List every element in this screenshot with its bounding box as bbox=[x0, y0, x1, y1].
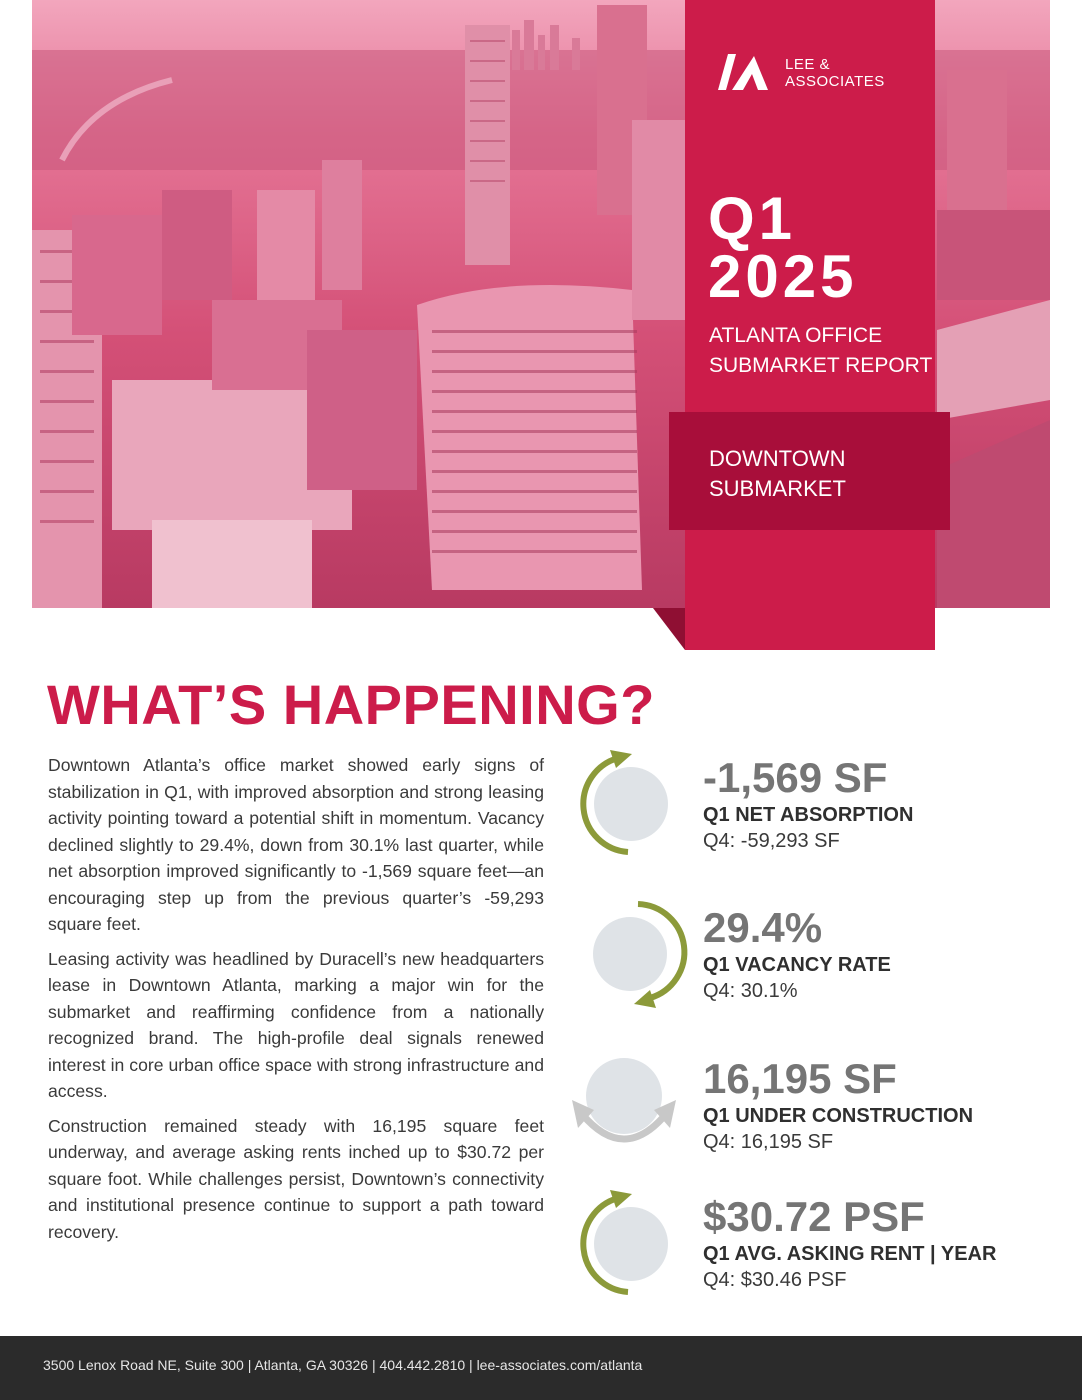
summary-paragraph-2: Leasing activity was headlined by Duracell’s new headquarters lease in Downtown Atlanta, marking a major win for the submarket and reaffirming confidence from a nationally recognized brand. The high-profile deal signals renewed interest in core urban office space with strong infrastructure and access. bbox=[48, 948, 544, 1101]
footer-contact: 3500 Lenox Road NE, Suite 300 | Atlanta, GA 30326 | 404.442.2810 | lee-associates.com/atlanta bbox=[43, 1357, 643, 1373]
submarket-line2: SUBMARKET bbox=[709, 476, 846, 501]
stat-previous: Q4: $30.46 PSF bbox=[703, 1269, 847, 1291]
summary-paragraph-3: Construction remained steady with 16,195 square feet underway, and average asking rents inched up to $30.72 per square foot. While challenges persist, Downtown’s connectivity and institutional presence continue to support a path toward recovery. bbox=[48, 1115, 544, 1242]
market-summary bbox=[48, 752, 544, 1253]
submarket-badge bbox=[669, 412, 950, 530]
summary-paragraph-1: Downtown Atlanta’s office market showed early signs of stabilization in Q1, with improved absorption and strong leasing activity pointing toward a potential shift in momentum. Vacancy declined slightly to 29.4%, down from 30.1% last quarter, while net absorption improved significantly to -1,569 square feet—an encouraging step up from the previous quarter’s -59,293 square feet. bbox=[48, 755, 544, 934]
report-year: 2025 bbox=[708, 243, 858, 310]
stat-label: Q1 NET ABSORPTION bbox=[703, 804, 914, 826]
page-title: WHAT’S HAPPENING? bbox=[47, 673, 655, 736]
stat-net-absorption bbox=[703, 756, 913, 854]
stat-vacancy-rate bbox=[703, 906, 891, 1004]
logo-wordmark-line1: LEE & bbox=[785, 56, 831, 73]
stat-previous: Q4: 30.1% bbox=[703, 980, 798, 1002]
stat-previous: Q4: -59,293 SF bbox=[703, 830, 840, 852]
logo-wordmark-line2: ASSOCIATES bbox=[785, 73, 885, 90]
stat-label: Q1 UNDER CONSTRUCTION bbox=[703, 1105, 974, 1127]
report-subtitle-line2: SUBMARKET REPORT bbox=[709, 354, 933, 377]
report-subtitle bbox=[709, 321, 932, 381]
footer bbox=[0, 1336, 1082, 1400]
logo-wordmark bbox=[785, 56, 885, 90]
report-quarter: Q1 bbox=[708, 185, 797, 252]
stat-asking-rent bbox=[703, 1195, 996, 1293]
arrow-circle-steady-icon bbox=[568, 1052, 688, 1156]
arrow-circle-up-icon bbox=[570, 748, 680, 860]
panel-fold-shadow bbox=[653, 608, 685, 650]
submarket-line1: DOWNTOWN bbox=[709, 446, 846, 471]
stat-value: 29.4% bbox=[703, 904, 823, 951]
arrow-circle-up-icon bbox=[570, 1188, 680, 1300]
report-subtitle-line1: ATLANTA OFFICE bbox=[709, 324, 883, 347]
stat-under-construction bbox=[703, 1057, 973, 1155]
stat-value: -1,569 SF bbox=[703, 754, 888, 801]
report-period bbox=[708, 185, 858, 310]
arrow-circle-down-icon bbox=[588, 898, 698, 1010]
stat-value: $30.72 PSF bbox=[703, 1193, 925, 1240]
stat-label: Q1 VACANCY RATE bbox=[703, 954, 891, 976]
stat-value: 16,195 SF bbox=[703, 1055, 897, 1102]
stat-label: Q1 AVG. ASKING RENT | YEAR bbox=[703, 1243, 997, 1265]
stat-previous: Q4: 16,195 SF bbox=[703, 1131, 834, 1153]
